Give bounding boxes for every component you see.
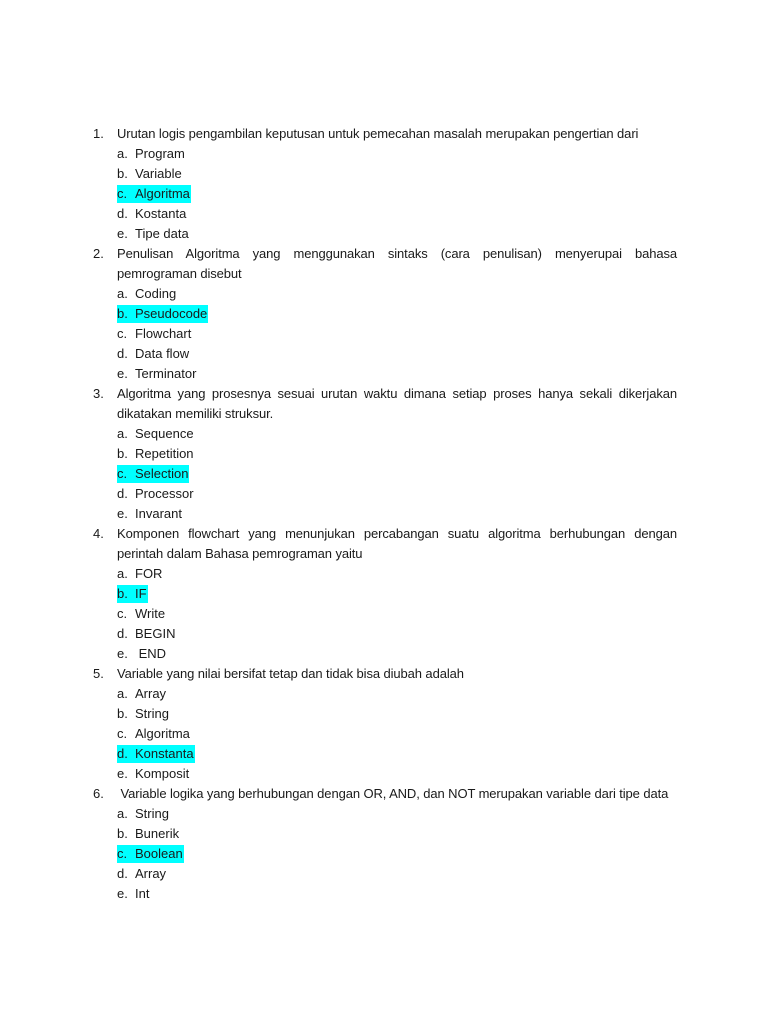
option-letter: d.: [117, 206, 128, 221]
option-letter: e.: [117, 506, 128, 521]
option-item: [93, 424, 677, 444]
answer-option: [117, 765, 190, 783]
option-label: Algoritma: [135, 726, 190, 741]
question-6: [93, 784, 677, 904]
option-letter: a.: [117, 806, 128, 821]
highlighted-answer: [117, 465, 189, 483]
question-number: 6.: [93, 786, 104, 801]
option-label: BEGIN: [135, 626, 176, 641]
option-letter: a.: [117, 146, 128, 161]
answer-option: [117, 225, 190, 243]
option-list: [93, 564, 677, 664]
option-label: Pseudocode: [135, 306, 208, 321]
answer-option: [117, 165, 183, 183]
option-letter: e.: [117, 226, 128, 241]
option-label: Selection: [135, 466, 189, 481]
option-letter: a.: [117, 686, 128, 701]
option-item: [93, 624, 677, 644]
question-3: [93, 384, 681, 524]
option-letter: b.: [117, 826, 128, 841]
answer-option: [117, 705, 170, 723]
option-item: [93, 504, 677, 524]
question-4: [93, 524, 681, 664]
option-item: [93, 304, 677, 324]
option-label: Konstanta: [135, 746, 194, 761]
option-item: [93, 764, 677, 784]
question-text: Variable yang nilai bersifat tetap dan tidak bisa diubah adalah: [117, 666, 464, 681]
option-item: [93, 604, 677, 624]
option-item: [93, 224, 677, 244]
option-label: String: [135, 706, 169, 721]
option-label: Array: [135, 686, 167, 701]
option-item: [93, 804, 677, 824]
option-label: Kostanta: [135, 206, 187, 221]
option-item: [93, 724, 677, 744]
question-list: [93, 124, 681, 904]
option-label: IF: [135, 586, 147, 601]
question-row: [93, 244, 681, 284]
option-item: [93, 684, 677, 704]
option-item: [93, 324, 677, 344]
option-letter: e.: [117, 886, 128, 901]
option-letter: b.: [117, 706, 128, 721]
option-item: [93, 204, 677, 224]
option-label: Komposit: [135, 766, 190, 781]
option-item: [93, 844, 677, 864]
option-letter: b.: [117, 306, 128, 321]
option-label: Terminator: [135, 366, 197, 381]
option-label: Program: [135, 146, 185, 161]
option-item: [93, 884, 677, 904]
question-number: 2.: [93, 246, 104, 261]
option-item: [93, 444, 677, 464]
answer-option: [117, 645, 167, 663]
question-text: Komponen flowchart yang menunjukan percabangan suatu algoritma berhubungan dengan perintah dalam Bahasa pemrograman yaitu: [117, 526, 681, 561]
option-label: Sequence: [135, 426, 194, 441]
option-letter: c.: [117, 186, 128, 201]
option-letter: b.: [117, 166, 128, 181]
highlighted-answer: [117, 185, 191, 203]
answer-option: [117, 825, 180, 843]
option-letter: c.: [117, 466, 128, 481]
highlighted-answer: [117, 745, 195, 763]
option-label: END: [135, 646, 167, 661]
option-label: Flowchart: [135, 326, 192, 341]
option-letter: c.: [117, 606, 128, 621]
question-number: 5.: [93, 666, 104, 681]
option-item: [93, 344, 677, 364]
option-letter: a.: [117, 286, 128, 301]
option-item: [93, 584, 677, 604]
answer-option: [117, 565, 163, 583]
option-letter: d.: [117, 346, 128, 361]
option-item: [93, 564, 677, 584]
answer-option: [117, 865, 167, 883]
option-label: Variable: [135, 166, 182, 181]
answer-option: [117, 505, 183, 523]
highlighted-answer: [117, 305, 208, 323]
answer-option: [117, 805, 170, 823]
question-number: 1.: [93, 126, 104, 141]
option-letter: b.: [117, 446, 128, 461]
option-label: String: [135, 806, 169, 821]
answer-option: [117, 445, 195, 463]
option-letter: c.: [117, 326, 128, 341]
question-row: [93, 784, 677, 804]
answer-option: [117, 285, 177, 303]
option-item: [93, 824, 677, 844]
option-letter: e.: [117, 366, 128, 381]
option-list: [93, 144, 677, 244]
question-row: [93, 664, 677, 684]
option-label: Write: [135, 606, 166, 621]
answer-option: [117, 685, 167, 703]
option-list: [93, 684, 677, 784]
option-label: Invarant: [135, 506, 182, 521]
option-letter: e.: [117, 766, 128, 781]
question-text: Penulisan Algoritma yang menggunakan sintaks (cara penulisan) menyerupai bahasa pemrograman disebut: [117, 246, 681, 281]
highlighted-answer: [117, 585, 148, 603]
option-list: [93, 424, 677, 524]
option-item: [93, 144, 677, 164]
option-item: [93, 364, 677, 384]
answer-option: [117, 205, 187, 223]
option-letter: a.: [117, 566, 128, 581]
option-label: Data flow: [135, 346, 190, 361]
question-text: Urutan logis pengambilan keputusan untuk pemecahan masalah merupakan pengertian dari: [117, 126, 639, 141]
option-item: [93, 744, 677, 764]
option-label: Algoritma: [135, 186, 190, 201]
option-item: [93, 284, 677, 304]
option-item: [93, 464, 677, 484]
option-label: Coding: [135, 286, 177, 301]
question-row: [93, 124, 677, 144]
option-letter: a.: [117, 426, 128, 441]
option-label: Processor: [135, 486, 194, 501]
option-letter: d.: [117, 486, 128, 501]
option-letter: d.: [117, 626, 128, 641]
option-item: [93, 864, 677, 884]
option-item: [93, 164, 677, 184]
option-label: Array: [135, 866, 167, 881]
option-item: [93, 484, 677, 504]
option-letter: c.: [117, 846, 128, 861]
answer-option: [117, 725, 191, 743]
question-text: Variable logika yang berhubungan dengan OR, AND, dan NOT merupakan variable dari tipe data: [117, 786, 669, 801]
answer-option: [117, 365, 197, 383]
question-5: [93, 664, 677, 784]
answer-option: [117, 885, 150, 903]
option-list: [93, 804, 677, 904]
answer-option: [117, 625, 176, 643]
question-number: 4.: [93, 526, 104, 541]
answer-option: [117, 425, 195, 443]
question-text: Algoritma yang prosesnya sesuai urutan waktu dimana setiap proses hanya sekali dikerjakan dikatakan memiliki struksur.: [117, 386, 681, 421]
option-letter: c.: [117, 726, 128, 741]
answer-option: [117, 485, 195, 503]
option-letter: b.: [117, 586, 128, 601]
option-item: [93, 704, 677, 724]
option-label: Repetition: [135, 446, 194, 461]
option-letter: d.: [117, 746, 128, 761]
highlighted-answer: [117, 845, 184, 863]
question-number: 3.: [93, 386, 104, 401]
option-label: Tipe data: [135, 226, 189, 241]
question-1: [93, 124, 677, 244]
option-item: [93, 644, 677, 664]
question-2: [93, 244, 681, 384]
answer-option: [117, 145, 186, 163]
question-row: [93, 524, 681, 564]
option-label: Boolean: [135, 846, 183, 861]
question-row: [93, 384, 681, 424]
option-letter: e.: [117, 646, 128, 661]
option-label: Bunerik: [135, 826, 180, 841]
answer-option: [117, 605, 166, 623]
option-label: Int: [135, 886, 150, 901]
option-list: [93, 284, 677, 384]
option-label: FOR: [135, 566, 163, 581]
answer-option: [117, 325, 192, 343]
option-item: [93, 184, 677, 204]
answer-option: [117, 345, 190, 363]
option-letter: d.: [117, 866, 128, 881]
